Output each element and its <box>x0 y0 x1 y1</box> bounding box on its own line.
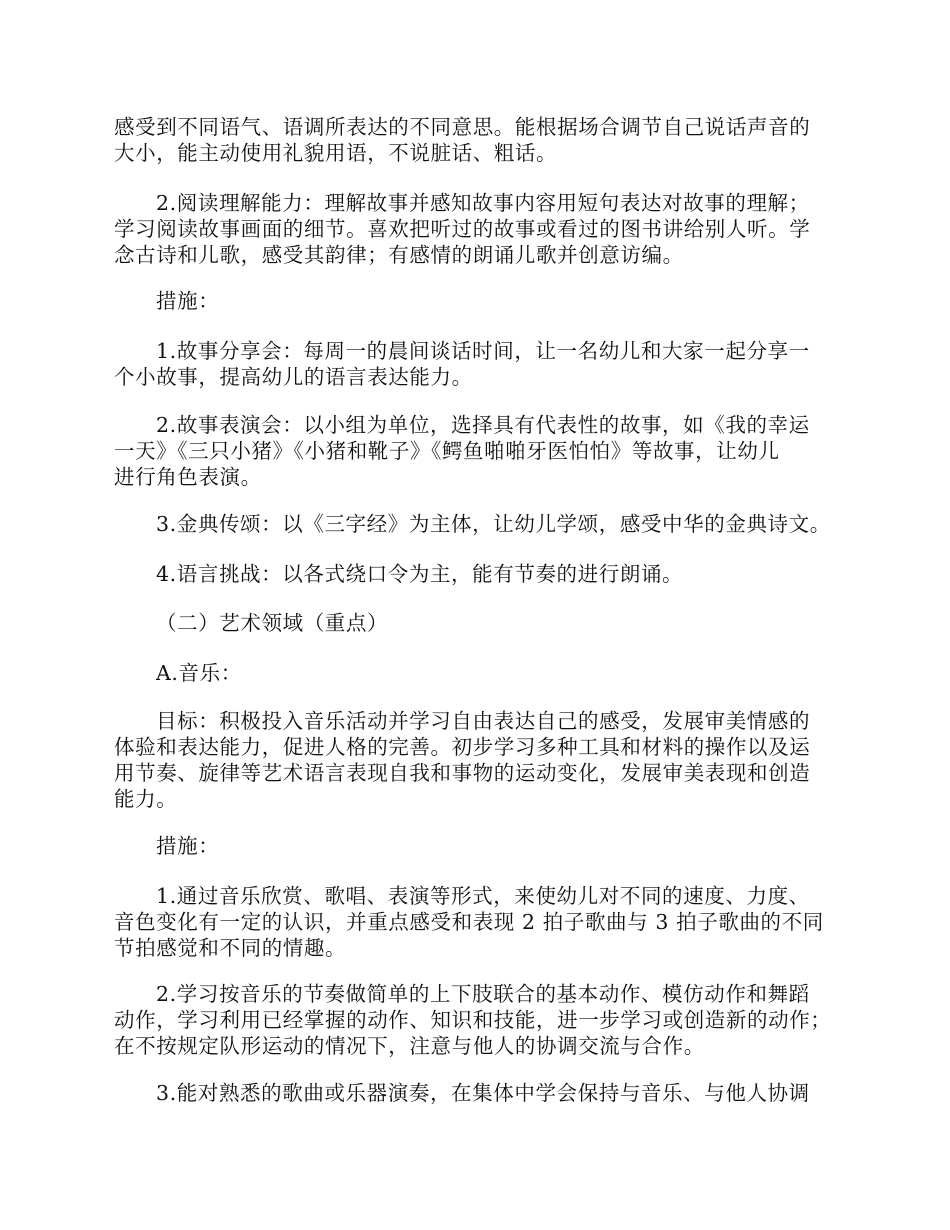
text-line: 3.金典传颂：以《三字经》为主体，让幼儿学颂，感受中华的金典诗文。 <box>156 512 831 536</box>
text-line: 措施： <box>156 289 220 313</box>
text-line: 2.学习按音乐的节奏做简单的上下肢联合的基本动作、模仿动作和舞蹈 <box>156 982 810 1006</box>
text-line: 节拍感觉和不同的情趣。 <box>114 936 347 960</box>
paragraph-p8 <box>114 610 838 636</box>
text-line: 4.语言挑战：以各式绕口令为主，能有节奏的进行朗诵。 <box>156 562 684 586</box>
paragraph-p14 <box>114 1080 838 1106</box>
text-line: 念古诗和儿歌，感受其韵律；有感情的朗诵儿歌并创意访编。 <box>114 243 684 267</box>
text-line: 音色变化有一定的认识，并重点感受和表现 2 拍子歌曲与 3 拍子歌曲的不同 <box>114 910 824 934</box>
text-line: 进行角色表演。 <box>114 465 262 489</box>
text-line: 感受到不同语气、语调所表达的不同意思。能根据场合调节自己说话声音的 <box>114 115 811 139</box>
text-line: 措施： <box>156 834 220 858</box>
text-line: 能力。 <box>114 787 178 811</box>
paragraph-p9 <box>114 660 838 686</box>
paragraph-p3 <box>114 288 838 314</box>
paragraph-p13 <box>114 981 838 1059</box>
text-line: 动作，学习利用已经掌握的动作、知识和技能，进一步学习或创造新的动作； <box>114 1008 832 1032</box>
paragraph-p6 <box>114 511 838 537</box>
text-line: 1.通过音乐欣赏、歌唱、表演等形式，来使幼儿对不同的速度、力度、 <box>156 884 810 908</box>
text-line: 在不按规定队形运动的情况下，注意与他人的协调交流与合作。 <box>114 1034 705 1058</box>
text-line: 3.能对熟悉的歌曲或乐器演奏，在集体中学会保持与音乐、与他人协调 <box>156 1081 810 1105</box>
paragraph-p2 <box>114 190 838 268</box>
text-line: 1.故事分享会：每周一的晨间谈话时间，让一名幼儿和大家一起分享一 <box>156 339 810 363</box>
paragraph-p12 <box>114 883 838 961</box>
paragraph-p11 <box>114 833 838 859</box>
text-line: 2.阅读理解能力：理解故事并感知故事内容用短句表达对故事的理解； <box>156 191 810 215</box>
text-line: 目标：积极投入音乐活动并学习自由表达自己的感受，发展审美情感的 <box>156 709 811 733</box>
paragraph-p4 <box>114 338 838 390</box>
text-line: 2.故事表演会：以小组为单位，选择具有代表性的故事，如《我的幸运 <box>156 413 810 437</box>
paragraph-p5 <box>114 412 838 490</box>
section-heading: （二）艺术领域（重点） <box>156 611 389 635</box>
text-line: 一天》《三只小猪》《小猪和靴子》《鳄鱼啪啪牙医怕怕》等故事，让幼儿 <box>114 439 780 463</box>
subsection-heading: A.音乐： <box>156 661 242 685</box>
text-line: 个小故事，提高幼儿的语言表达能力。 <box>114 365 473 389</box>
text-line: 学习阅读故事画面的细节。喜欢把听过的故事或看过的图书讲给别人听。学 <box>114 217 811 241</box>
paragraph-p7 <box>114 561 838 587</box>
text-line: 体验和表达能力，促进人格的完善。初步学习多种工具和材料的操作以及运 <box>114 735 811 759</box>
paragraph-p1 <box>114 114 838 166</box>
text-line: 用节奏、旋律等艺术语言表现自我和事物的运动变化，发展审美表现和创造 <box>114 761 811 785</box>
text-line: 大小，能主动使用礼貌用语，不说脏话、粗话。 <box>114 141 558 165</box>
paragraph-p10 <box>114 708 838 812</box>
